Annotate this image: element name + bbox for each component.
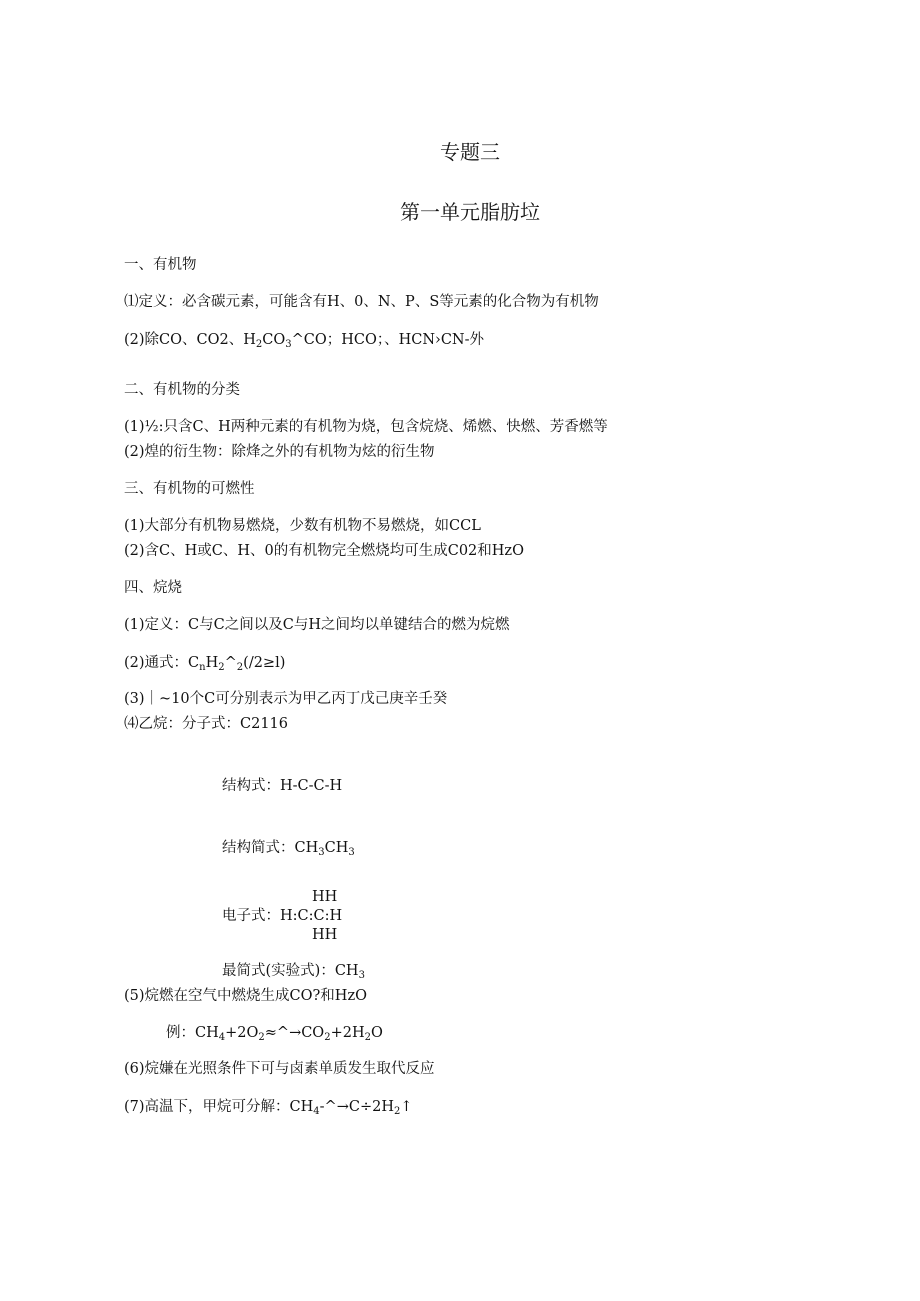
line-carbon-names: (3)｜~10个C可分别表示为甲乙丙丁戊己庚辛壬癸 <box>124 691 448 707</box>
line-flammability: (1)大部分有机物易燃烧，少数有机物不易燃烧，如CCL <box>124 518 481 534</box>
line-ethane: ⑷乙烷：分子式：C2116 <box>124 716 288 732</box>
line-exceptions: (2)除CO、CO2、$H_2CO_3\^{}CO$；HCO；、HCN›CN-外 <box>124 332 485 350</box>
line-general-formula: (2)通式：$C_nH_2\^{}_2(/2\ge l)$ <box>124 655 286 673</box>
document-subtitle: 第一单元脂肪垃 <box>400 200 540 224</box>
line-alkane-combustion: (5)烷燃在空气中燃烧生成CO?和HzO <box>124 988 367 1004</box>
section-heading-4: 四、烷烧 <box>124 580 182 596</box>
line-condensed-formula: 结构简式：$CH_3CH_3$ <box>222 840 355 858</box>
line-combustion: (2)含C、H或C、H、0的有机物完全燃烧均可生成C02和HzO <box>124 543 524 559</box>
line-example-equation: 例：$CH_4+2O_2\approx\^{}\to CO_2+2H_2O$ <box>166 1025 383 1043</box>
section-heading-2: 二、有机物的分类 <box>124 382 240 398</box>
document-title: 专题三 <box>440 140 500 164</box>
section-heading-1: 一、有机物 <box>124 257 197 273</box>
electron-formula: 电子式：H:C:C:H <box>222 908 343 924</box>
line-hydrocarbon: (1)½:只含C、H两种元素的有机物为烧，包含烷烧、烯燃、快燃、芳香燃等 <box>124 419 608 435</box>
line-structural-formula: 结构式：H-C-C-H <box>222 778 343 794</box>
electron-formula-bottom: HH <box>312 927 338 943</box>
line-alkane-definition: (1)定义：C与C之间以及C与H之间均以单键结合的燃为烷燃 <box>124 617 510 633</box>
line-substitution: (6)烷嫌在光照条件下可与卤素单质发生取代反应 <box>124 1061 435 1077</box>
section-heading-3: 三、有机物的可燃性 <box>124 481 255 497</box>
line-derivative: (2)煌的衍生物：除烽之外的有机物为炫的衍生物 <box>124 444 435 460</box>
line-empirical-formula: 最简式(实验式)：$CH_3$ <box>222 963 365 981</box>
electron-formula-top: HH <box>312 889 338 905</box>
line-decomposition: (7)高温下，甲烷可分解：$CH_4-\^{}\to C\div 2H_2↑$ <box>124 1099 413 1117</box>
line-definition: ⑴定义：必含碳元素，可能含有H、0、N、P、S等元素的化合物为有机物 <box>124 294 599 310</box>
